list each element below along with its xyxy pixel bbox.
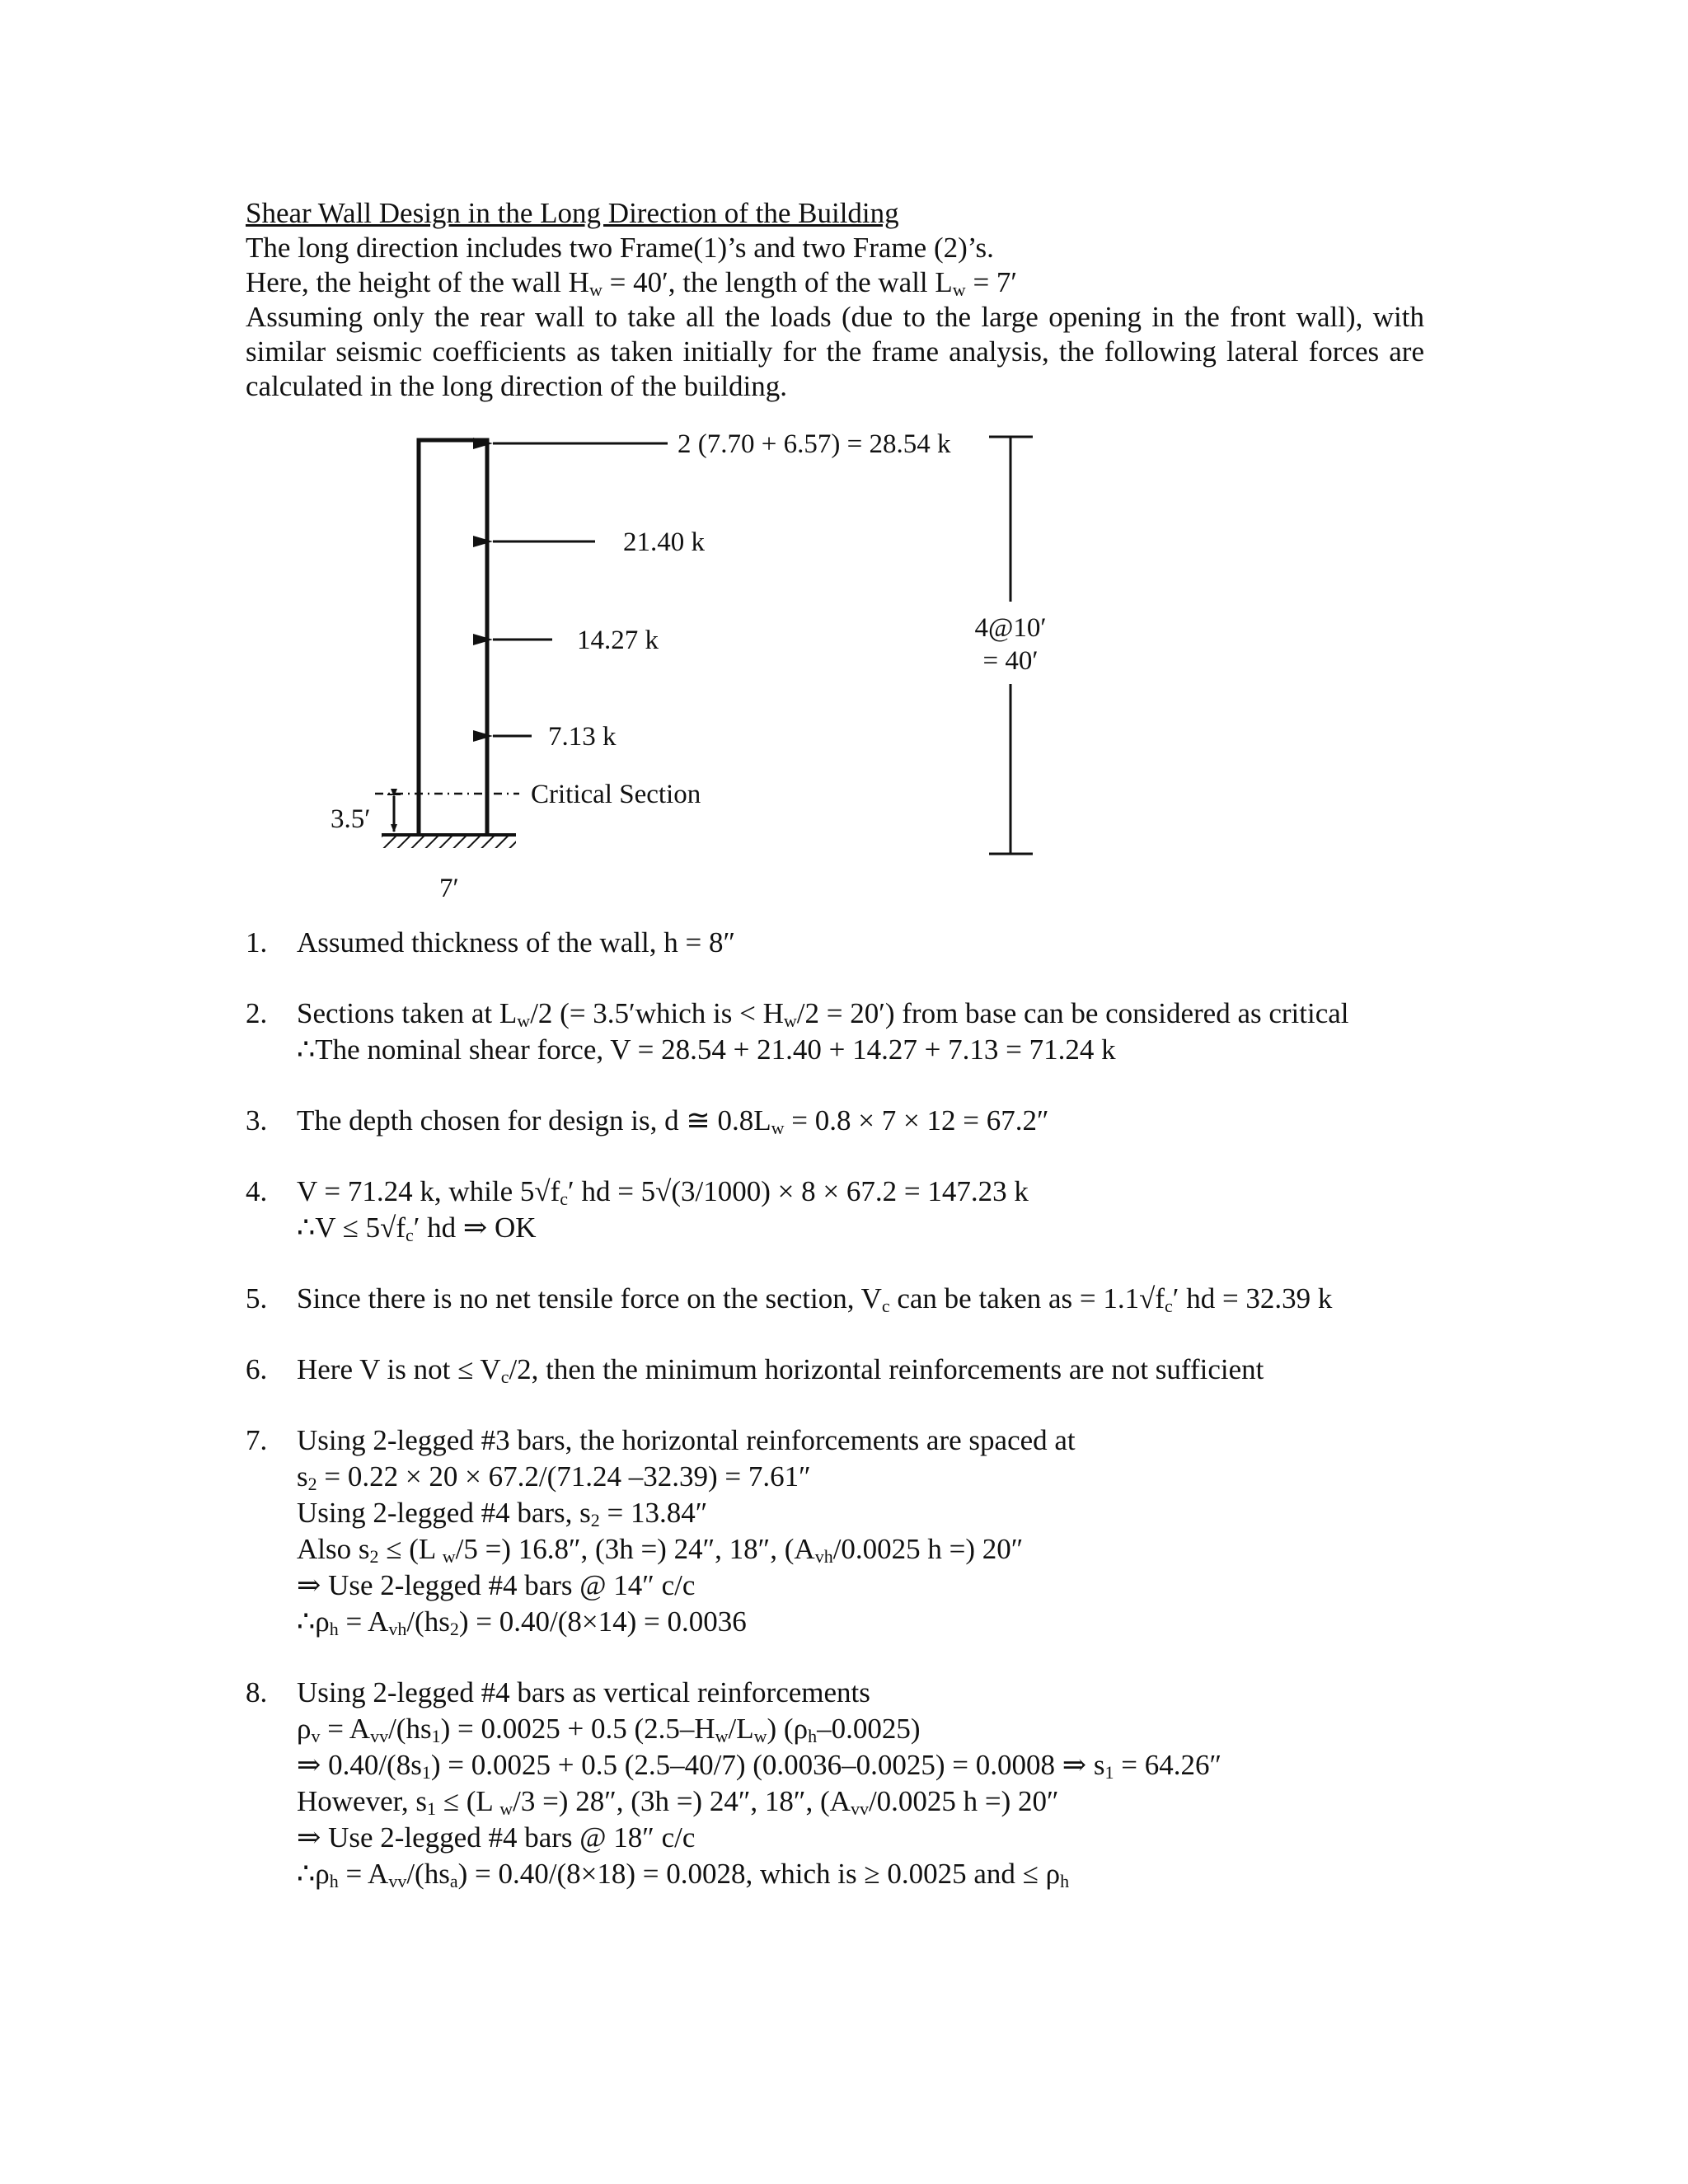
item-number: 2. [246, 997, 268, 1029]
list-item [246, 1174, 1449, 1246]
list-item [246, 996, 1449, 1068]
intro-line-dimensions: Here, the height of the wall $H_w = 40'$, the length of the wall $L_w = 7'$ [246, 266, 1018, 300]
item-line: Here V is not ≤ $V_c/2$, then the minimum horizontal reinforcements are not sufficient [297, 1353, 1264, 1387]
list-item [246, 1281, 1449, 1317]
item-line: Since there is no net tensile force on the section, $V_c$ can be taken as = $1.1√f_c'$ hd = 32.39 k [297, 1282, 1333, 1316]
item-line: $s_2 = 0.22 \times 20 \times 67.2/(71.24$ –32.39) = 7.61″ [297, 1460, 811, 1494]
item-number: 3. [246, 1104, 268, 1137]
list-item [246, 1352, 1449, 1388]
item-line: Using 2-legged #4 bars as vertical reinforcements [297, 1676, 870, 1708]
item-line: ⇒ $0.40/(8s_1) = 0.0025 + 0.5$ (2.5–40/7) (0.0036–0.0025) = 0.0008 ⇒ $s_1 = 64.26''$ [297, 1749, 1222, 1783]
item-number: 8. [246, 1676, 268, 1708]
critical-section-label: Critical Section [531, 780, 701, 809]
ground-hatch [382, 835, 516, 848]
list-item [246, 925, 1449, 961]
item-number: 6. [246, 1353, 268, 1385]
list-item [246, 1103, 1449, 1139]
intro-paragraph: Assuming only the rear wall to take all the loads (due to the large opening in the front wall), with similar seismic coefficients as taken initially for the frame analysis, the following lateral forces are calculated in the long direction of the building. [246, 301, 1424, 402]
list-item [246, 1422, 1449, 1640]
critical-height-dimension [387, 794, 401, 832]
item-line: ∴V ≤ $5√f_c'$ hd ⇒ OK [297, 1212, 537, 1245]
item-line: However, $s_1 \le (L$ $_w$/3 =) 28″, (3h =) 24″, 18″, ($A_{vv}/0.0025$ h =) 20″ [297, 1785, 1059, 1819]
load-label-top: 2 (7.70 + 6.57) = 28.54 k [678, 429, 951, 459]
list-item [246, 1675, 1449, 1892]
load-label: 7.13 k [548, 722, 617, 752]
item-line: $\therefore\rho_h = A_{vv}/(hs_a) = 0.40/(8\times 18) = 0.0028$, which is ≥ 0.0025 and ≤ $\rho_h$ [297, 1858, 1070, 1891]
item-line: Also $s_2 \le (L$ $_w$/5 =) 16.8″, (3h =) 24″, 18″, ($A_{vh}/0.0025$ h =) 20″ [297, 1533, 1024, 1567]
item-line: $\rho_v = A_{vv}/(hs_1) = 0.0025 + 0.5$ $(2.5-H_w/L_w)$ $(\rho_h-0.0025)$ [297, 1713, 921, 1746]
item-number: 4. [246, 1175, 268, 1207]
item-line: ∴The nominal shear force, V = 28.54 + 21.40 + 14.27 + 7.13 = 71.24 k [297, 1033, 1116, 1066]
item-line: $\therefore\rho_h = A_{vh}/(hs_2) = 0.40/(8\times 14) = 0.0036$ [297, 1605, 747, 1639]
item-line: Using 2-legged #4 bars, $s_2 = 13.84''$ [297, 1497, 708, 1530]
item-number: 1. [246, 926, 268, 958]
item-number: 5. [246, 1282, 268, 1315]
load-label: 14.27 k [577, 626, 659, 655]
critical-height-label: 3.5′ [331, 804, 371, 834]
design-steps-list [246, 925, 1449, 1927]
intro-line-frames: The long direction includes two Frame(1)’s and two Frame (2)’s. [246, 232, 994, 264]
section-heading: Shear Wall Design in the Long Direction of the Building [246, 197, 899, 229]
item-line: Using 2-legged #3 bars, the horizontal reinforcements are spaced at [297, 1424, 1076, 1456]
item-line: V = 71.24 k, while $5√f_c'$ hd = 5√(3/1000) × 8 × 67.2 = 147.23 k [297, 1175, 1029, 1209]
item-line: The depth chosen for design is, d ≅ $0.8L_w = 0.8 \times 7 \times 12 = 67.2''$ [297, 1104, 1049, 1138]
load-label: 21.40 k [623, 527, 705, 557]
item-number: 7. [246, 1424, 268, 1456]
height-dimension [989, 437, 1033, 854]
wall-length-label: 7′ [439, 874, 459, 903]
item-line: ⇒ Use 2-legged #4 bars @ 14″ c/c [297, 1569, 696, 1601]
item-line: Sections taken at $L_w/2$ (= 3.5′which is < $H_w/2 = 20'$) from base can be considered as critical [297, 997, 1349, 1031]
item-line: ⇒ Use 2-legged #4 bars @ 18″ c/c [297, 1821, 696, 1854]
height-label: 4@10′ [974, 613, 1047, 643]
height-total-label: = 40′ [982, 646, 1039, 676]
item-line: Assumed thickness of the wall, h = 8″ [297, 926, 736, 958]
shear-wall [419, 440, 487, 835]
